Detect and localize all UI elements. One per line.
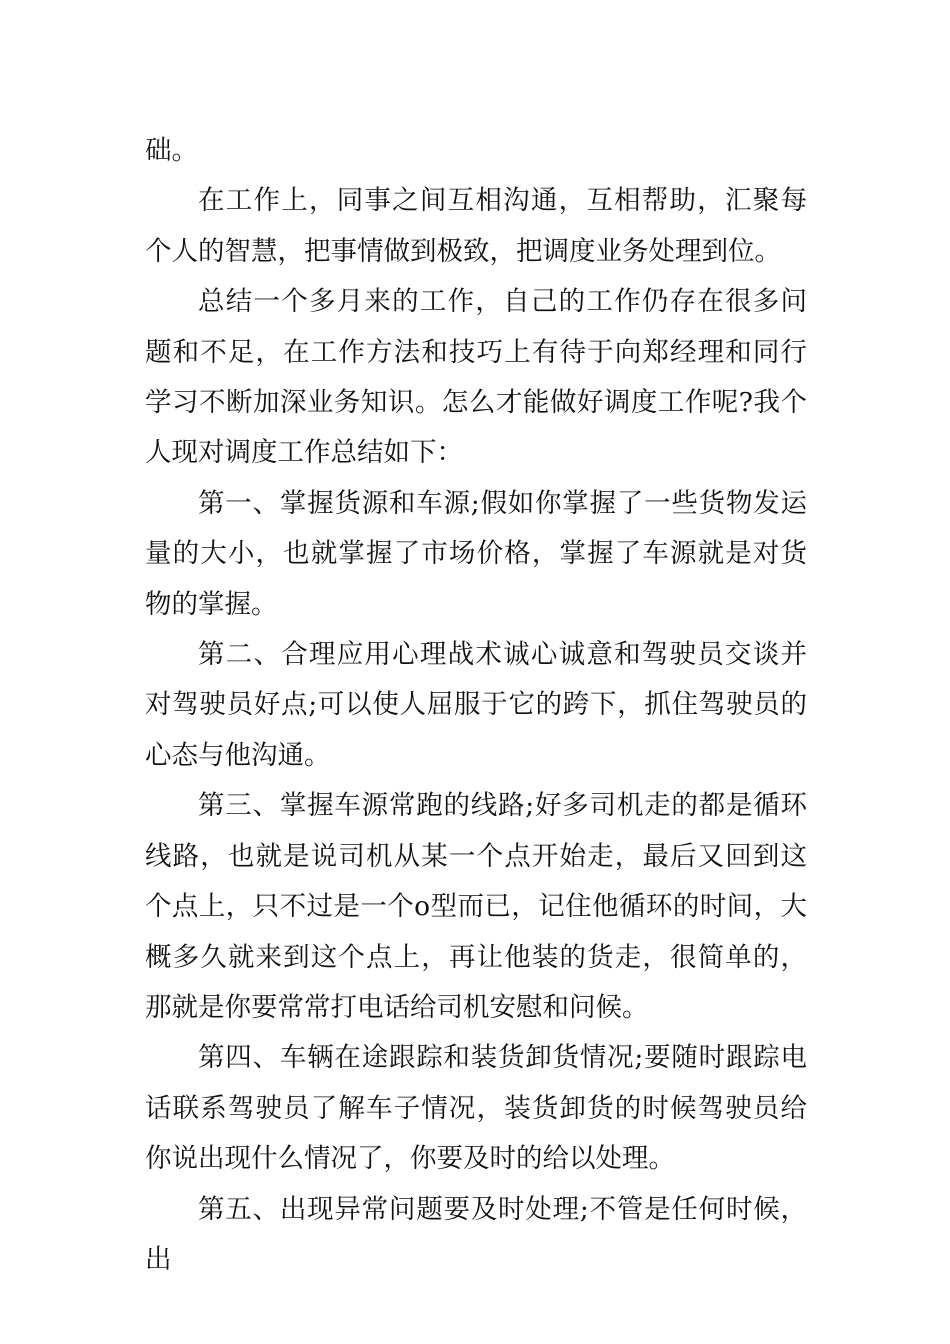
paragraph-point-one: 第一、掌握货源和车源;假如你掌握了一些货物发运量的大小，也就掌握了市场价格，掌握了车源就是对货物的掌握。 bbox=[145, 487, 807, 620]
paragraph-summary-intro: 总结一个多月来的工作，自己的工作仍存在很多问题和不足，在工作方法和技巧上有待于向郑经理和同行学习不断加深业务知识。怎么才能做好调度工作呢?我个人现对调度工作总结如下： bbox=[145, 286, 807, 469]
paragraph-continuation: 础。 bbox=[145, 135, 198, 166]
paragraph-teamwork: 在工作上，同事之间互相沟通，互相帮助，汇聚每个人的智慧，把事情做到极致，把调度业务处理到位。 bbox=[145, 185, 807, 267]
paragraph-point-three: 第三、掌握车源常跑的线路;好多司机走的都是循环线路，也就是说司机从某一个点开始走，最后又回到这个点上，只不过是一个o型而已，记住他循环的时间，大概多久就来到这个点上，再让他装的货走，很简单的，那就是你要常常打电话给司机安慰和问候。 bbox=[145, 790, 807, 1023]
paragraph-point-four: 第四、车辆在途跟踪和装货卸货情况;要随时跟踪电话联系驾驶员了解车子情况，装货卸货的时候驾驶员给你说出现什么情况了，你要及时的给以处理。 bbox=[145, 1042, 807, 1175]
paragraph-point-five: 第五、出现异常问题要及时处理;不管是任何时候，出 bbox=[145, 1193, 807, 1275]
document-body bbox=[145, 126, 807, 1285]
paragraph-point-two: 第二、合理应用心理战术诚心诚意和驾驶员交谈并对驾驶员好点;可以使人屈服于它的跨下，抓住驾驶员的心态与他沟通。 bbox=[145, 639, 807, 771]
